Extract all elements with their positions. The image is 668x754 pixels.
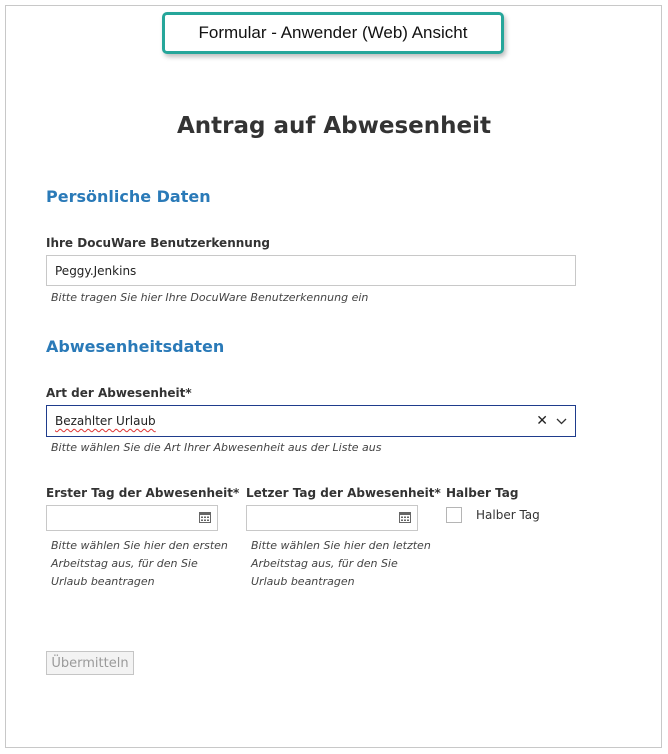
user-id-hint: Bitte tragen Sie hier Ihre DocuWare Benutzerkennung ein bbox=[51, 291, 369, 304]
last-day-input[interactable] bbox=[246, 505, 418, 531]
half-day-checkbox-label[interactable]: Halber Tag bbox=[476, 508, 540, 522]
absence-type-value: Bezahlter Urlaub bbox=[55, 414, 156, 428]
absence-type-select[interactable] bbox=[46, 405, 576, 437]
form-title: Antrag auf Abwesenheit bbox=[176, 113, 492, 139]
half-day-checkbox[interactable] bbox=[446, 507, 462, 523]
user-id-value: Peggy.Jenkins bbox=[55, 263, 137, 278]
user-id-label: Ihre DocuWare Benutzerkennung bbox=[46, 236, 270, 250]
first-day-label: Erster Tag der Abwesenheit* bbox=[46, 486, 240, 500]
last-day-label: Letzer Tag der Abwesenheit* bbox=[246, 486, 441, 500]
section-absence-heading: Abwesenheitsdaten bbox=[46, 337, 225, 356]
user-id-input[interactable] bbox=[46, 255, 576, 286]
absence-type-label: Art der Abwesenheit* bbox=[46, 386, 192, 400]
last-day-hint: Bitte wählen Sie hier den letzten Arbeitstag aus, für den Sie Urlaub beantragen bbox=[251, 539, 431, 588]
calendar-icon[interactable] bbox=[399, 511, 411, 523]
section-personal-heading: Persönliche Daten bbox=[46, 187, 211, 206]
view-banner bbox=[162, 12, 504, 54]
submit-button[interactable]: Übermitteln bbox=[46, 651, 134, 675]
first-day-hint: Bitte wählen Sie hier den ersten Arbeitstag aus, für den Sie Urlaub beantragen bbox=[51, 539, 228, 588]
chevron-down-icon[interactable] bbox=[556, 414, 567, 429]
first-day-input[interactable] bbox=[46, 505, 218, 531]
banner-text: Formular - Anwender (Web) Ansicht bbox=[198, 23, 468, 42]
close-icon[interactable]: ✕ bbox=[536, 413, 548, 429]
half-day-label: Halber Tag bbox=[446, 486, 519, 500]
calendar-icon[interactable] bbox=[199, 511, 211, 523]
absence-type-hint: Bitte wählen Sie die Art Ihrer Abwesenheit aus der Liste aus bbox=[51, 441, 382, 454]
